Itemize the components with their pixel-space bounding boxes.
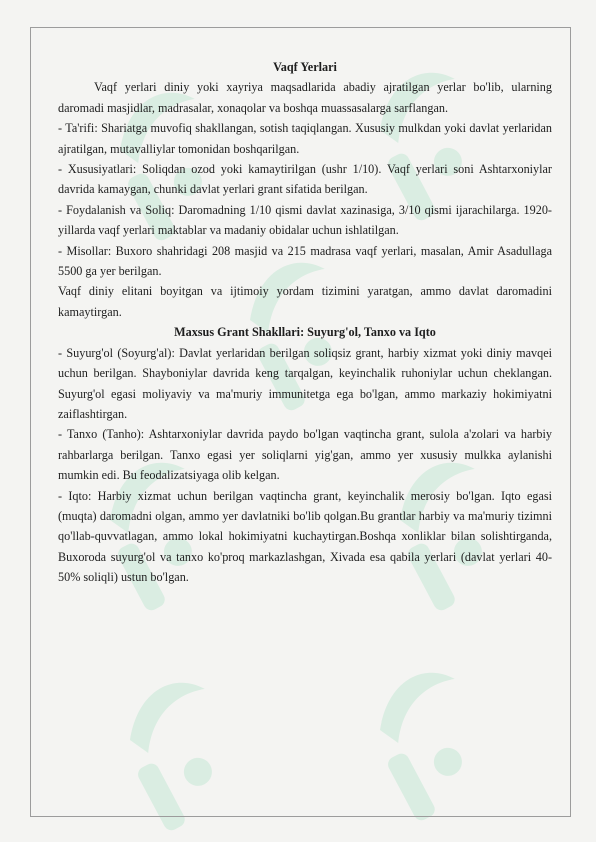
paragraph: - Xususiyatlari: Soliqdan ozod yoki kamaytirilgan (ushr 1/10). Vaqf yerlari soni Ashtarxoniylar davrida kamaygan, chunki davlat yerlari grant sifatida berilgan. xyxy=(58,162,552,197)
paragraph: - Foydalanish va Soliq: Daromadning 1/10 qismi davlat xazinasiga, 3/10 qismi ijarachilarga. 1920-yillarda vaqf yerlari maktablar va madaniy obidalar uchun ishlatilgan. xyxy=(58,202,552,238)
document-title: Vaqf Yerlari xyxy=(273,60,337,74)
paragraph: - Misollar: Buxoro shahridagi 208 masjid va 215 madrasa vaqf yerlari, masalan, Amir Asadullaga 5500 ga yer berilgan. xyxy=(58,243,552,279)
paragraph: - Tanxo (Tanho): Ashtarxoniylar davrida paydo bo'lgan vaqtincha grant, sulola a'zolari va harbiy rahbarlarga berilgan. Tanxo egasi yer soliqlarni yig'gan, ammo yer xususiy mulkka aylanishi mumkin edi. Bu feodalizatsiyaga olib kelgan. xyxy=(58,427,552,483)
document-body xyxy=(58,57,552,588)
paragraph: - Ta'rifi: Shariatga muvofiq shakllangan, sotish taqiqlangan. Xususiy mulkdan yoki davlat yerlaridan ajratilgan, mutavalliylar tomonidan boshqarilgan. xyxy=(58,121,552,156)
paragraph: - Iqto: Harbiy xizmat uchun berilgan vaqtincha grant, keyinchalik merosiy bo'lgan. Iqto egasi (muqta) daromadni olgan, ammo yer davlatniki bo'lib qolgan.Bu grantlar harbiy va ma'muriy tizimni qo'llab-quvvatlagan, ammo lokal hokimiyatni kuchaytirgan.Boshqa xonliklar bilan solishtirganda, Buxoroda suyurg'ol va tanxo ko'proq markazlashgan, Xivada esa qabila yerlari (davlat yerlari 40-50% soliqli) ustun bo'lgan. xyxy=(58,488,552,585)
paragraph: Vaqf diniy elitani boyitgan va ijtimoiy yordam tizimini yaratgan, ammo davlat daromadini kamaytirgan. xyxy=(58,284,552,319)
paragraph: Vaqf yerlari diniy yoki xayriya maqsadlarida abadiy ajratilgan yerlar bo'lib, ularning daromadi masjidlar, madrasalar, xonaqolar va boshqa muassasalarga sarflangan. xyxy=(58,80,552,115)
paragraph: - Suyurg'ol (Soyurg'al): Davlat yerlaridan berilgan soliqsiz grant, harbiy xizmat yoki diniy mavqei uchun berilgan. Shayboniylar davrida keng tarqalgan, keyinchalik ruhoniylar uchun cheklangan. Suyurg'ol egasi moliyaviy va ma'muriy immunitetga ega bo'lgan, ammo markaziy hokimiyatni zaiflashtirgan. xyxy=(58,345,552,421)
section-subtitle: Maxsus Grant Shakllari: Suyurg'ol, Tanxo va Iqto xyxy=(174,325,436,340)
